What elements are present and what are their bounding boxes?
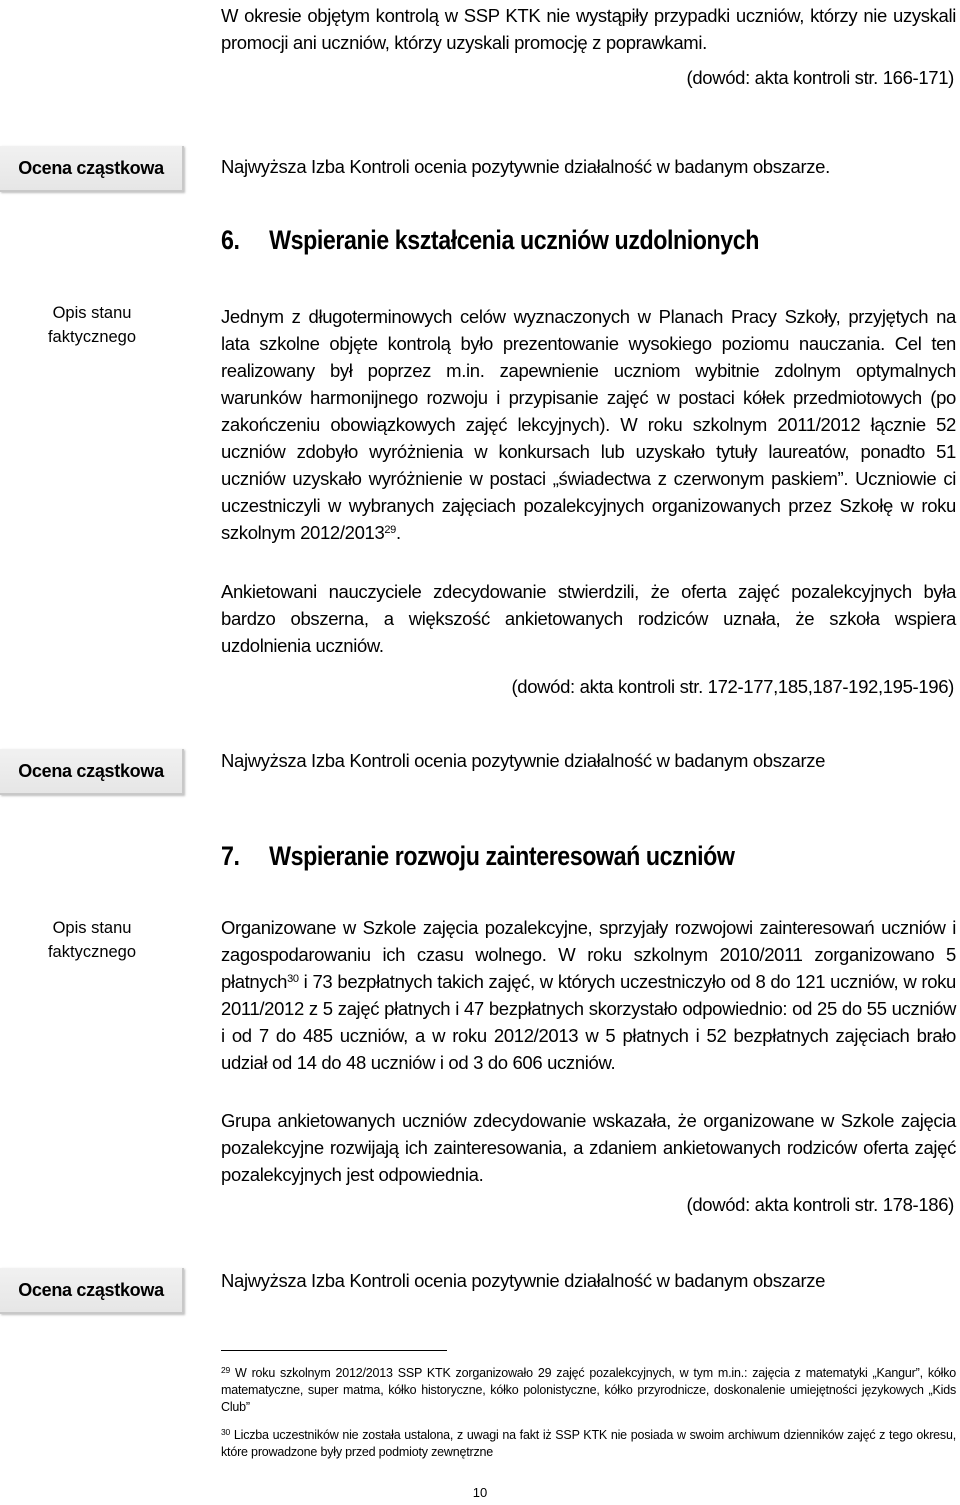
side-label-line: faktycznego <box>47 328 137 346</box>
page-number: 10 <box>472 1485 488 1500</box>
side-label <box>0 301 184 349</box>
footnote-ref: 29 <box>384 524 396 536</box>
rating-text: Najwyższa Izba Kontroli ocenia pozytywnie działalność w badanym obszarze <box>221 750 826 771</box>
paragraph-text: i 73 bezpłatnych takich zajęć, w których uczestniczyło od 8 do 121 uczniów, w roku 2011/2012 z 5 zajęć płatnych i 47 bezpłatnych skorzystało odpowiednio: od 25 do 55 uczniów i od 7 do 485 uczniów, a w roku 2012/2013 w 5 płatnych i 52 bezpłatnych zajęciach brało udział od 14 do 48 uczniów i od 3 do 606 uczniów. <box>221 971 956 1073</box>
section-number: 7. <box>221 841 240 871</box>
rating-label: Ocena cząstkowa <box>18 1279 164 1300</box>
rating-text: Najwyższa Izba Kontroli ocenia pozytywnie działalność w badanym obszarze. <box>221 156 830 177</box>
rating-label: Ocena cząstkowa <box>18 760 164 781</box>
evidence-note-top: (dowód: akta kontroli str. 166-171) <box>686 67 954 88</box>
side-label-line: Opis stanu <box>52 304 132 322</box>
rating-label: Ocena cząstkowa <box>18 157 164 178</box>
rating-label-box <box>0 749 184 795</box>
rating-text: Najwyższa Izba Kontroli ocenia pozytywnie działalność w badanym obszarze <box>221 1270 826 1291</box>
paragraph-text: Jednym z długoterminowych celów wyznaczonych w Planach Pracy Szkoły, przyjętych na lata szkolne objęte kontrolą było prezentowanie wysokiego poziomu nauczania. Cel ten realizowany był poprzez m.in. zapewnienie uczniom wybitnie zdolnym optymalnych warunków harmonijnego rozwoju i przypisanie zajęć w postaci kółek przedmiotowych (po zakończeniu obowiązkowych zajęć lekcyjnych). W roku szkolnym 2011/2012 łącznie 52 uczniów zdobyło wyróżnienia w konkursach lub uzyskało tytuły laureatów, ponadto 51 uczniów uzyskało wyróżnienie w postaci „świadectwa z czerwonym paskiem”. Uczniowie ci uczestniczyli w wybranych zajęciach pozalekcyjnych organizowanych przez Szkołę w roku szkolnym 2012/2013 <box>221 306 956 543</box>
paragraph-text: Organizowane w Szkole zajęcia pozalekcyjne, sprzyjały rozwojowi zainteresowań uczniów i zagospodarowaniu ich czasu wolnego. W roku szkolnym 2010/2011 zorganizowano 5 płatnych <box>221 917 956 992</box>
section-number: 6. <box>221 225 240 255</box>
footnote-text: Liczba uczestników nie została ustalona, z uwagi na fakt iż SSP KTK nie posiada w swoim archiwum dzienników zajęć z tego okresu, które prowadzone były przed podmioty zewnętrzne <box>221 1428 956 1459</box>
side-label-line: Opis stanu <box>52 919 132 937</box>
footnote <box>221 1427 956 1461</box>
intro-paragraph: W okresie objętym kontrolą w SSP KTK nie wystąpiły przypadki uczniów, którzy nie uzyskali promocji ani uczniów, którzy uzyskali promocję z poprawkami. <box>221 5 956 53</box>
section-title: Wspieranie rozwoju zainteresowań uczniów <box>269 841 735 871</box>
evidence-note: (dowód: akta kontroli str. 172-177,185,187-192,195-196) <box>511 676 954 697</box>
rating-label-box <box>0 1268 184 1314</box>
rating-label-box <box>0 146 184 192</box>
footnote-number: 29 <box>221 1365 231 1375</box>
evidence-note: (dowód: akta kontroli str. 178-186) <box>686 1194 954 1215</box>
footnote-ref: 30 <box>287 973 299 985</box>
section-paragraph <box>221 914 956 1076</box>
footnote-text: W roku szkolnym 2012/2013 SSP KTK zorganizowało 29 zajęć pozalekcyjnych, w tym m.in.: zajęcia z matematyki „Kangur”, kółko matematyczne, super matma, kółko historyczne, kółko polonistyczne, kółko przyrodnicze, doskonalenie umiejętności językowych „Kids Club” <box>221 1366 956 1414</box>
section-paragraph: Grupa ankietowanych uczniów zdecydowanie wskazała, że organizowane w Szkole zajęcia pozalekcyjne rozwijają ich zainteresowania, a zdaniem ankietowanych rodziców oferta zajęć pozalekcyjnych jest odpowiednia. <box>221 1110 956 1185</box>
side-label <box>0 916 184 964</box>
paragraph-text: . <box>395 522 401 543</box>
footnote-number: 30 <box>221 1427 231 1437</box>
section-heading <box>221 841 735 872</box>
footnote-separator <box>221 1350 447 1351</box>
section-paragraph <box>221 303 956 546</box>
section-title: Wspieranie kształcenia uczniów uzdolnionych <box>269 225 760 255</box>
section-paragraph: Ankietowani nauczyciele zdecydowanie stwierdzili, że oferta zajęć pozalekcyjnych była bardzo obszerna, a większość ankietowanych rodziców uznała, że szkoła wspiera uzdolnienia uczniów. <box>221 581 956 656</box>
footnote <box>221 1365 956 1416</box>
section-heading <box>221 225 759 256</box>
side-label-line: faktycznego <box>47 943 137 961</box>
